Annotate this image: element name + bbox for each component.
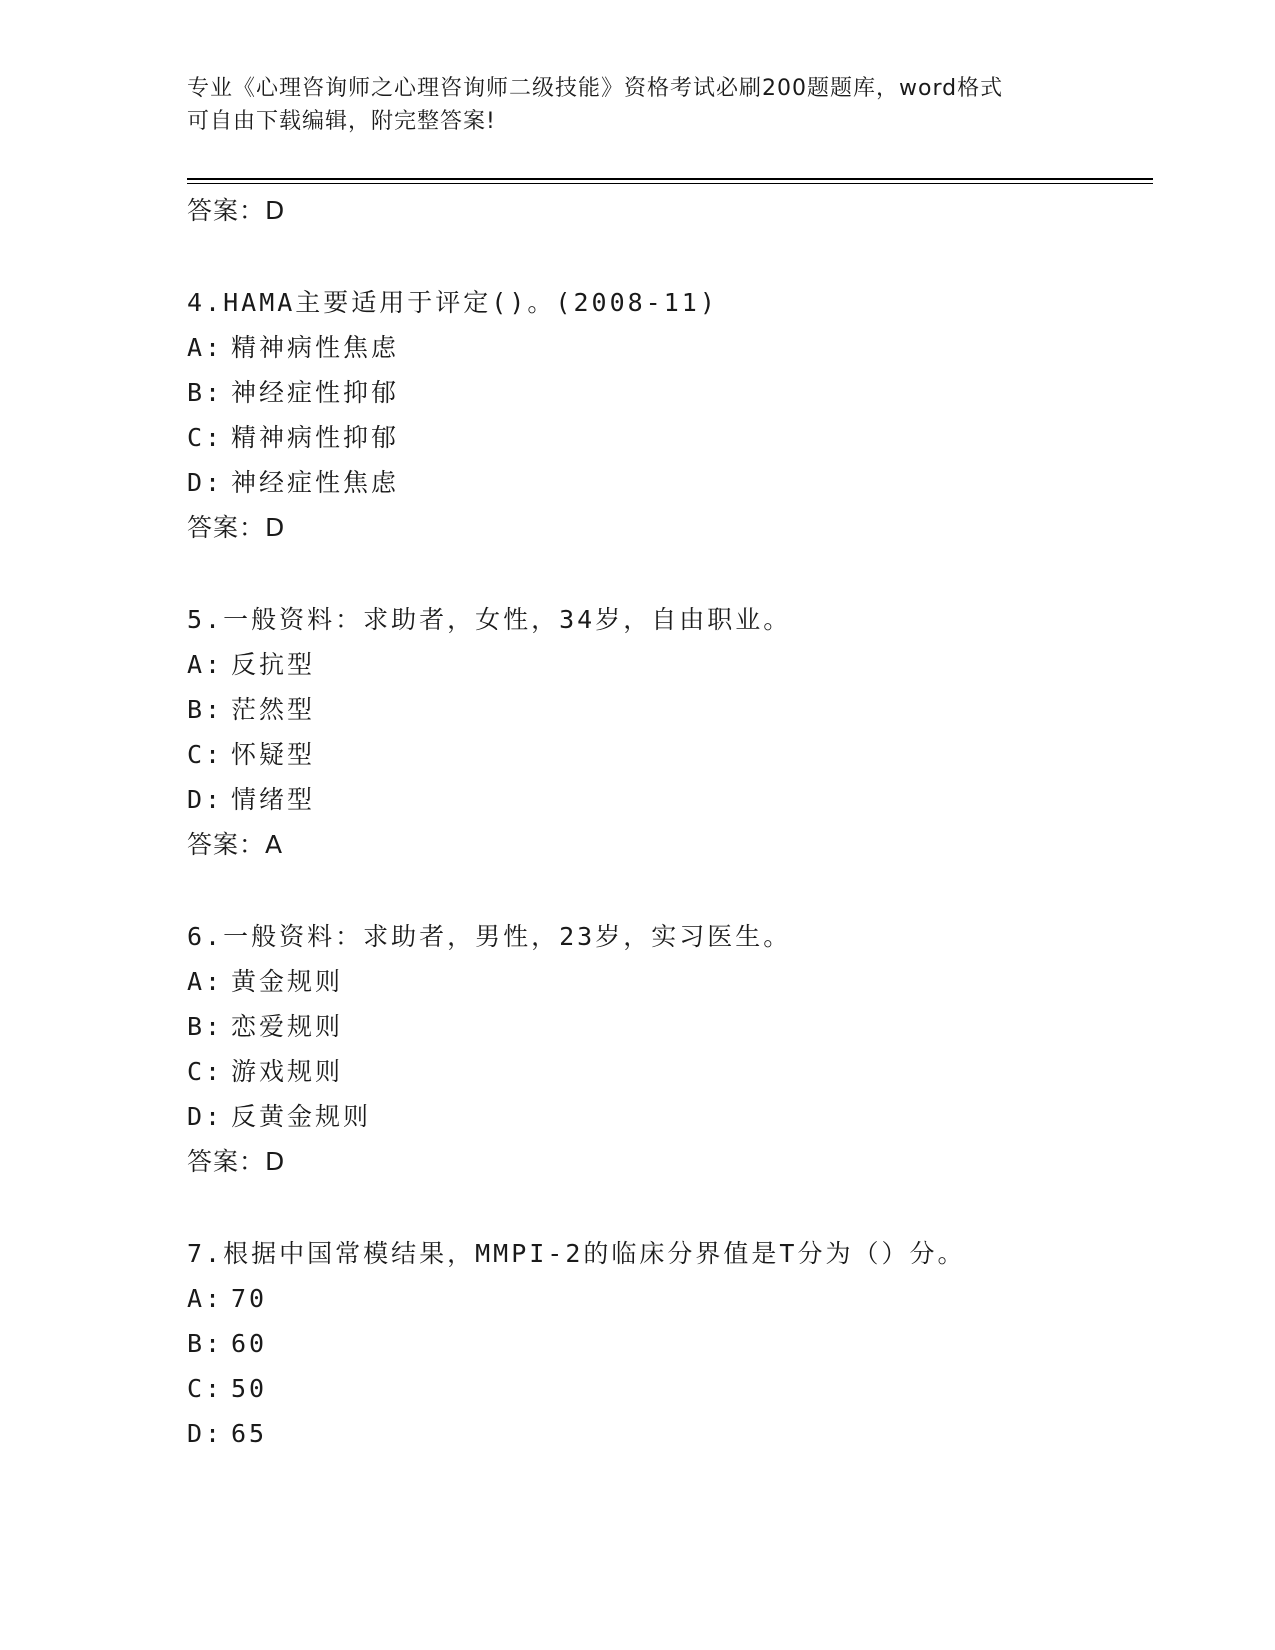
answer-line <box>187 188 1147 233</box>
option-text: 游戏规则 <box>231 1057 344 1086</box>
option-c <box>187 1366 1147 1411</box>
header-divider-thick <box>187 178 1153 180</box>
option-key: D: <box>187 468 224 497</box>
answer-line <box>187 822 1147 867</box>
option-b <box>187 1004 1147 1049</box>
answer-line <box>187 505 1147 550</box>
option-c <box>187 415 1147 460</box>
answer-label: 答案： <box>187 513 266 542</box>
answer-label: 答案： <box>187 196 266 225</box>
option-text: 茫然型 <box>231 695 316 724</box>
option-key: A: <box>187 650 224 679</box>
header-divider-thin <box>187 183 1153 184</box>
option-text: 50 <box>231 1374 268 1403</box>
question-stem: 7.根据中国常模结果，MMPI-2的临床分界值是T分为（）分。 <box>187 1239 966 1268</box>
option-key: D: <box>187 785 224 814</box>
header-line-2: 可自由下载编辑，附完整答案! <box>187 109 496 134</box>
option-text: 60 <box>231 1329 268 1358</box>
option-key: B: <box>187 378 224 407</box>
answer-line <box>187 1139 1147 1184</box>
option-key: B: <box>187 695 224 724</box>
document-header <box>187 72 1087 138</box>
option-b <box>187 687 1147 732</box>
question-list <box>187 188 1147 1456</box>
option-text: 情绪型 <box>231 785 316 814</box>
answer-label: 答案： <box>187 830 266 859</box>
option-key: A: <box>187 967 224 996</box>
option-text: 65 <box>231 1419 268 1448</box>
header-line-1: 专业《心理咨询师之心理咨询师二级技能》资格考试必刷200题题库，word格式 <box>187 76 1004 101</box>
option-text: 恋爱规则 <box>231 1012 344 1041</box>
option-text: 怀疑型 <box>231 740 316 769</box>
option-text: 反黄金规则 <box>231 1102 372 1131</box>
question-stem: 6.一般资料：求助者，男性，23岁，实习医生。 <box>187 922 792 951</box>
option-key: D: <box>187 1419 224 1448</box>
option-text: 神经症性焦虑 <box>231 468 400 497</box>
option-c <box>187 732 1147 777</box>
option-key: C: <box>187 740 224 769</box>
option-key: C: <box>187 1374 224 1403</box>
option-a <box>187 642 1147 687</box>
option-text: 反抗型 <box>231 650 316 679</box>
option-key: D: <box>187 1102 224 1131</box>
option-key: A: <box>187 333 224 362</box>
option-a <box>187 1276 1147 1321</box>
option-text: 精神病性抑郁 <box>231 423 400 452</box>
question-4 <box>187 280 1147 550</box>
option-text: 70 <box>231 1284 268 1313</box>
option-b <box>187 1321 1147 1366</box>
answer-value: D <box>265 1147 286 1176</box>
option-text: 黄金规则 <box>231 967 344 996</box>
answer-value: D <box>265 513 286 542</box>
option-key: B: <box>187 1012 224 1041</box>
option-d <box>187 1094 1147 1139</box>
option-a <box>187 325 1147 370</box>
question-stem: 5.一般资料：求助者，女性，34岁，自由职业。 <box>187 605 792 634</box>
answer-label: 答案： <box>187 1147 266 1176</box>
option-d <box>187 777 1147 822</box>
question-stem: 4.HAMA主要适用于评定()。(2008-11) <box>187 288 718 317</box>
option-b <box>187 370 1147 415</box>
option-key: A: <box>187 1284 224 1313</box>
option-key: C: <box>187 423 224 452</box>
option-key: B: <box>187 1329 224 1358</box>
option-a <box>187 959 1147 1004</box>
option-text: 神经症性抑郁 <box>231 378 400 407</box>
question-6 <box>187 914 1147 1184</box>
question-5 <box>187 597 1147 867</box>
option-d <box>187 1411 1147 1456</box>
answer-value: D <box>265 196 286 225</box>
option-c <box>187 1049 1147 1094</box>
option-key: C: <box>187 1057 224 1086</box>
option-d <box>187 460 1147 505</box>
option-text: 精神病性焦虑 <box>231 333 400 362</box>
answer-value: A <box>265 830 284 859</box>
question-7 <box>187 1231 1147 1456</box>
